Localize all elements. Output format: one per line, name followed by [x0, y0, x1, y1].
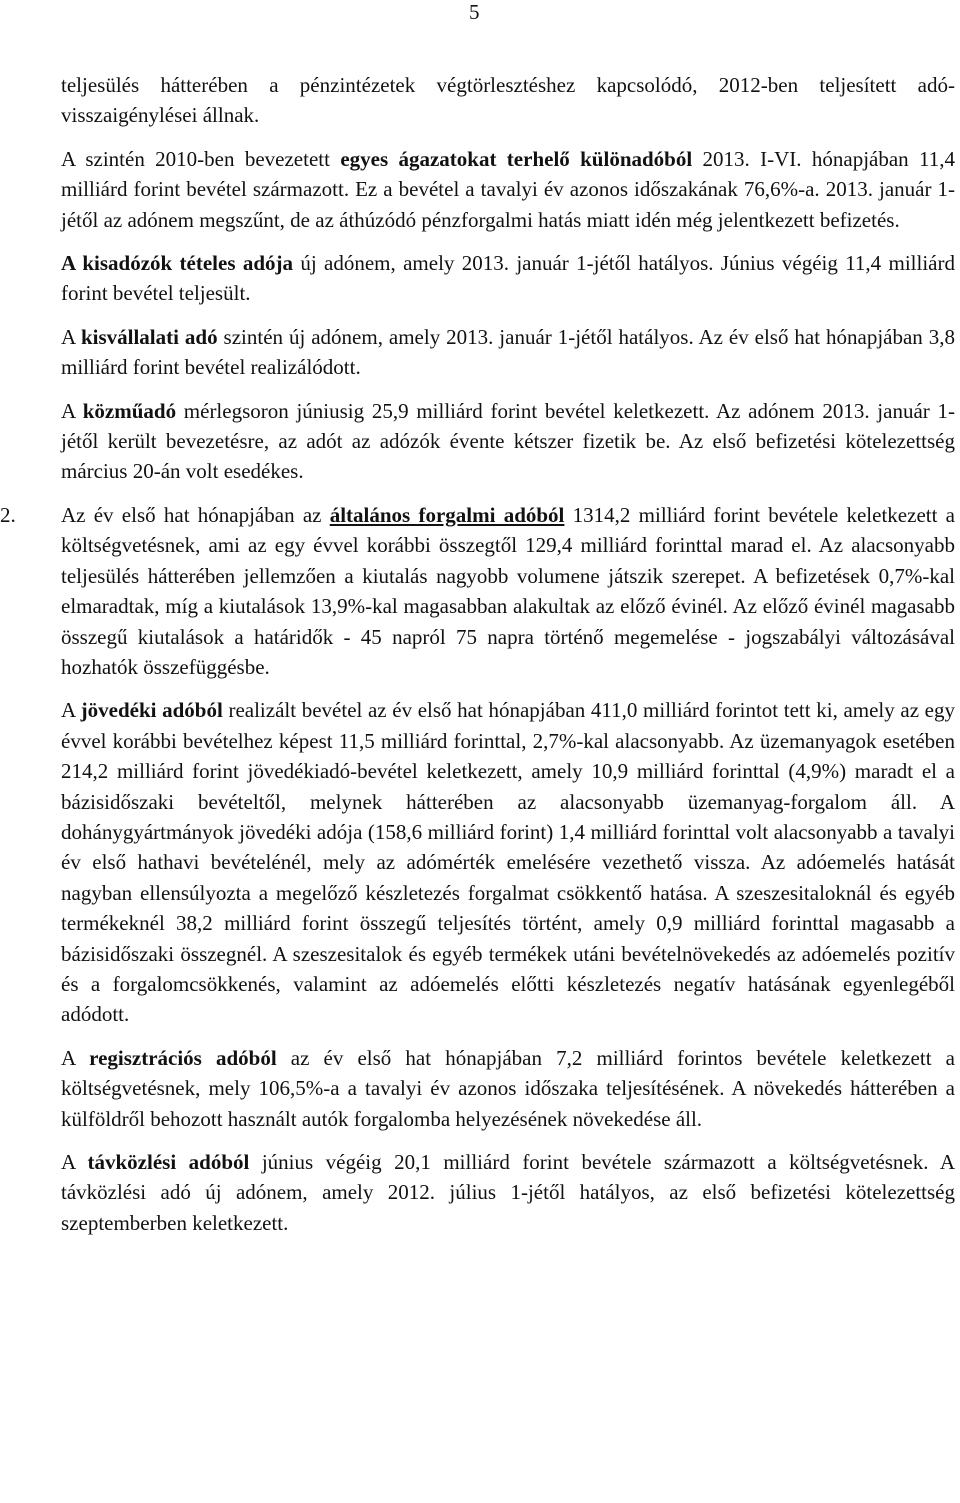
paragraph-sector-tax — [61, 144, 955, 235]
emphasis-small-taxpayers: A kisadózók tételes adója — [61, 251, 294, 276]
paragraph-small-business-tax — [61, 322, 955, 383]
paragraph-text: szintén új adónem, amely 2013. január 1-jétől hatályos. Az év első hat hónapjában 3,8 milliárd forint bevétel realizálódott. — [61, 324, 955, 380]
paragraph-text: A — [61, 1045, 90, 1070]
paragraph-text: A — [61, 1150, 88, 1174]
paragraph-excise-tax — [61, 695, 955, 1029]
list-number: 2. — [0, 502, 16, 527]
paragraph-text: A — [61, 324, 81, 349]
paragraph-text: realizált bevétel az év első hat hónapjában 411,0 milliárd forintot tett ki, amely az egy évvel korábbi bevételhez képest 11,5 milliárd forinttal, 2,7%-kal alacsonyabb. Az üzemanyagok esetében 214,2 milliárd forint jövedékiadó-bevétel keletkezett, amely 10,9 milliárd forinttal (4,9%) maradt el a bázisidőszaki bevételtől, melynek hátterében az alacsonyabb üzemanyag-forgalom áll. A dohánygyártmányok jövedéki adója (158,6 milliárd forint) 1,4 milliárd forinttal volt alacsonyabb a tavalyi év első hathavi bevételénél, mely az adómérték emelésére vezethető vissza. Az adóemelés hatását nagyban ellensúlyozta a megelőző készletezés forgalmat csökkentő hatása. A szeszesitaloknál és egyéb termékeknél 38,2 milliárd forint összegű teljesítés történt, amely 0,9 milliárd forinttal magasabb a bázisidőszaki összegnél. A szeszesitalok és egyéb termékek utáni bevételnövekedés az adóemelés pozitív és a forgalomcsökkenés, valamint az adóemelés előtti készletezés negatív hatásának egyenlegéből adódott. — [61, 698, 955, 1027]
paragraph-bank-refunds — [61, 70, 955, 131]
paragraph-telecom-tax — [61, 1147, 955, 1238]
paragraph-text: június végéig 20,1 milliárd forint bevétele származott a költségvetésnek. A távközlési adó új adónem, amely 2012. július 1-jétől hatályos, az első befizetési kötelezettség szeptemberben keletkezett. — [61, 1150, 955, 1235]
emphasis-excise-tax: jövedéki adóból — [80, 698, 223, 723]
paragraph-utility-tax — [61, 396, 955, 487]
paragraph-text: Az év első hat hónapjában az — [61, 502, 330, 527]
paragraph-registration-tax — [61, 1043, 955, 1134]
emphasis-vat: általános forgalmi adóból — [329, 502, 565, 527]
paragraph-text: mérlegsoron júniusig 25,9 milliárd forint bevétel keletkezett. Az adónem 2013. január 1-jétől került bevezetésre, az adót az adózók évente kétszer fizetik be. Az első befizetési kötelezettség március 20-án volt esedékes. — [61, 398, 955, 484]
paragraph-text: 1314,2 milliárd forint bevétele keletkezett a költségvetésnek, ami az egy évvel korábbi összegtől 129,4 milliárd forinttal marad el. Az alacsonyabb teljesülés hátterében jellemzően a kiutalás nagyobb volumene játszik szerepet. A befizetések 0,7%-kal elmaradtak, míg a kiutalások 13,9%-kal magasabban alakultak az előző évinél. Az előző évinél magasabb összegű kiutalások a határidők - 45 napról 75 napra történő megemelése - jogszabályi változásával hozhatók összefüggésbe. — [61, 502, 955, 679]
paragraph-text: teljesülés hátterében a pénzintézetek végtörlesztéshez kapcsolódó, 2012-ben teljesített adó-visszaigénylései állnak. — [61, 73, 955, 128]
page-number: 5 — [469, 0, 480, 24]
document-body — [0, 70, 955, 1238]
emphasis-utility-tax: közműadó — [82, 398, 177, 423]
paragraph-vat — [0, 500, 955, 682]
paragraph-text: A — [61, 698, 81, 723]
emphasis-telecom-tax: távközlési adóból — [87, 1150, 250, 1174]
emphasis-sector-tax: egyes ágazatokat terhelő különadóból — [340, 146, 693, 171]
emphasis-registration-tax: regisztrációs adóból — [89, 1045, 277, 1070]
paragraph-small-taxpayers — [61, 248, 955, 309]
paragraph-text: új adónem, amely 2013. január 1-jétől hatályos. Június végéig 11,4 milliárd forint bevétel teljesült. — [61, 251, 955, 306]
paragraph-text: A szintén 2010-ben bevezetett — [61, 146, 341, 171]
paragraph-text: 2013. I-VI. hónapjában 11,4 milliárd forint bevétel származott. Ez a bevétel a tavalyi év azonos időszakának 76,6%-a. 2013. január 1-jétől az adónem megszűnt, de az áthúzódó pénzforgalmi hatás miatt idén még jelentkezett befizetés. — [61, 146, 955, 232]
emphasis-small-business-tax: kisvállalati adó — [80, 324, 218, 349]
paragraph-text: A — [61, 398, 83, 423]
paragraph-text: az év első hat hónapjában 7,2 milliárd forintos bevétele keletkezett a költségvetésnek, mely 106,5%-a a tavalyi év azonos időszaka teljesítésének. A növekedés hátterében a külföldről behozott használt autók forgalomba helyezésének növekedése áll. — [61, 1045, 955, 1131]
